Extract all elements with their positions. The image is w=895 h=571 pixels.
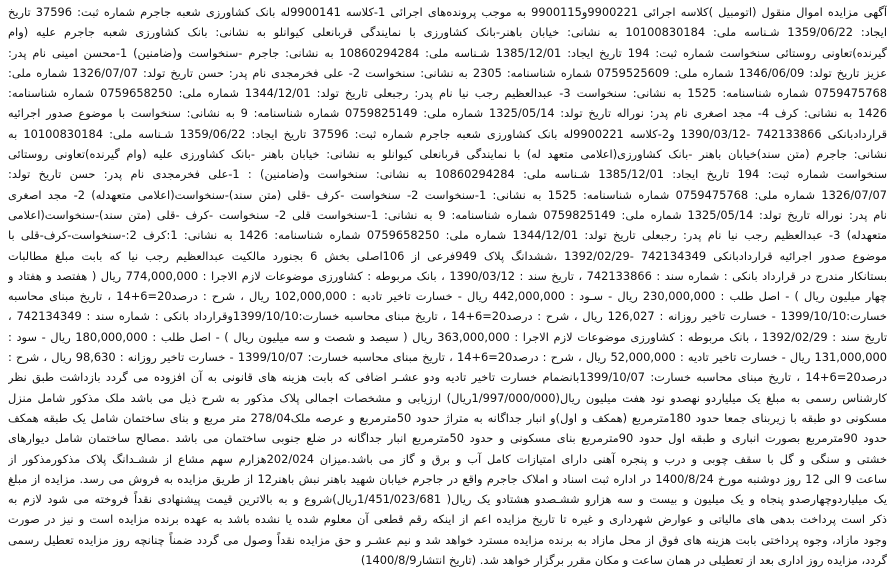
notice-line: آگهی مزایده اموال منقول (اتومبیل )کلاسه اجرائی 9900221و9900115 به موجب پرونده‌های اجرائی 1-کلاسه 9900141له بانک کشاورزی شعبه جاجرم شماره ثبت: 37596 تاریخ [8, 5, 887, 19]
notice-line: سنخواست شماره ثبت: 194 تاریخ ایجاد: 1385/12/01 شـناسه ملی: 10860294284 به نشانی: سنخواست و(ضامنین) : 1-علی فخرمجدی نام پدر: حسن تاریخ تولد: [8, 167, 887, 182]
notice-line: نشانی: جاجرم (متن سند)خیابان باهنر -بانک کشاورزی(اعلامی متعهد له) با نمایندگی قربانعلی کیوانلو به نشانی: خیابان باهنر -بانک کشاورزی علیه (وام گیرنده)تعاونی روستائی [8, 147, 887, 162]
notice-line: 131,000,000 ریال - خسارت تاخیر تادیه : 52,000,000 ریال ، شرح : درصد20=6+14 ، تاریخ مبنای محاسبه خسارت: 1399/10/07 - خسارت تاخیر روزانه : 98,630 ریال ، شرح : [8, 350, 887, 365]
notice-line: خسارت:1399/10/10 - خسارت تاخیر روزانه : 126,027 ریال ، شرح : درصد20=6+14 ، تاریخ مبنای محاسبه خسارت:1399/10/10وقرارداد بانکی : شماره سند : 742134349 ، [8, 309, 887, 324]
notice-line: حدود 90مترمربع بصورت انباری و طبقه اول حدود 90مترمربع بنای مسکونی و حدود 50مترمربع انبار جداگانه در ضلع جنوبی ساختمان می باشد .مصالح ساختمان شامل دیوارهای [8, 431, 887, 446]
notice-line: خشتی و سنگی و گل با سقف چوبی و درب و پنجره آهنی دارای امتیازات کامل آب و برق و گاز می باشد.میزان 202/024هزارم سهم مشاع از ششـدانگ پلاک مذکورمذکور از [8, 451, 887, 466]
notice-line: 1426 به نشانی: کرف 4- مجد اصغری نام پدر: نوراله تاریخ تولد: 1325/05/14 شماره ملی: 0759825149 شماره شناسنامه: 9 به نشانی: سنخواست با موضوع صدور اجرائیه [8, 106, 887, 121]
notice-line: مسکونی دو طبقه با زیربنای جمعا حدود 180مترمربع (همکف و اول)و انبار جداگانه به متراژ حدود 50مترمربع و عرصه ملک278/04 متر مربع و بنای ساختمان شامل یک طبقه همکف [8, 410, 887, 425]
notice-line-last: گردد، مزایده روز اداری بعد از تعطیلی در همان ساعت و مکان مقرر برگزار خواهد شد. (تاریخ انتشار1400/8/9) [360, 553, 887, 568]
notice-line: ایجاد: 1359/06/22 شـناسه ملی: 10100830184 به نشانی: خیابان باهنر-بانک کشاورزی با نمایندگی قربانعلی کیوانلو به نشانی: بانک کشاورزی شعبه جاجرم علیه (وام [8, 25, 887, 40]
notice-line: بستانکار مندرج در قرارداد بانکی : شماره سند : 742133866 ، تاریخ سند : 1390/03/12 ، بانک مربوطه : کشاورزی موضوعات لازم الاجرا : 774,000,000 ریال ( هفتصد و هفتاد و [8, 268, 887, 283]
notice-line: کارشناس رسمی به مبلغ یک میلیاردو نهصدو نود هفت میلیون ریال(1/997/000/000ریال) ارزیابی و مشخصات اجمالی پلاک مذکور به شرح ذیل می باشد ملک مذکور شامل منزل [8, 390, 887, 405]
notice-line: تاریخ سند : 1392/02/29 ، بانک مربوطه : کشاورزی موضوعات لازم الاجرا : 363,000,000 ریال ( سیصد و شصت و سه میلیون ریال ) - اصل طلب : 180,000,000 ریال - سود : [8, 329, 887, 344]
notice-line: چهار میلیون ریال ) - اصل طلب : 230,000,000 ریال - سـود : 442,000,000 ریال - خسارت تاخیر تادیه : 102,000,000 ریال ، شرح : درصد20=6+14 ، تاریخ مبنای محاسبه [8, 289, 887, 304]
notice-line: موضوع صدور اجرائیه قراردادبانکی 742134349 -1392/02/29 ،ششدانگ پلاک 949فرعی از 106اصلی بخش 6 بجنورد مالکیت عبدالعظیم رجب نیا که بابت مبلغ مطالبات [8, 248, 887, 263]
notice-line: 1326/07/07 شماره ملی: 0759475768 شماره شناسنامه: 1525 به نشانی: 1-سنخواست 2- سنخواست -کرف -قلی (متن سند)-سنخواست(اعلامی متعهدله) 2- مجد اصغری [8, 187, 887, 202]
notice-line: درصد20=6+14 ، تاریخ مبنای محاسبه خسارت: 1399/10/07بانضمام خسارت تاخیر تادیه ودو عشـر اضافی که بابت هزینه های قانونی به آن افزوده می گردد بازداشت طبق نظر [8, 370, 887, 385]
notice-line: متعهدله) 3- عبدالعظیم رجب نیا نام پدر: رجبعلی تاریخ تولد: 1344/12/01 شماره ملی: 0759658250 شماره شناسنامه: 1426 به نشانی: 1:کرف 2:-سنخواست-کرف-قلی با [8, 228, 887, 243]
notice-line: گیرنده)تعاونی روستائی سنخواست شماره ثبت: 194 تاریخ ایجاد: 1385/12/01 شـناسه ملی: 10860294284 به نشانی: جاجرم -سنخواست و(ضامنین) 1-محسن امینی نام پدر: [8, 45, 887, 60]
notice-line: 0759475768 شماره شناسنامه: 1525 به نشانی: سنخواست 3- عبدالعظیم رجب نیا نام پدر: رجبعلی تاریخ تولد: 1344/12/01 شماره ملی: 0759658250 شماره شناسنامه: [8, 86, 887, 101]
notice-line: یک میلیاردوچهارصدو پنجاه و یک میلیون و بیست و سه هزارو ششـصدو هشتادو یک ریال( 1/451/023/681ریال)شروع و به بالاترین قیمت پیشنهادی نقداً فروخته می شود لازم به [8, 492, 887, 507]
notice-line: ساعت 9 الی 12 روز دوشنبه مورخ 1400/8/24 در اداره ثبت اسناد و املاک جاجرم واقع در جاجرم خیابان شهید باهنر نبش باهنر12 از طریق مزایده به فروش می رسد. مزایده از مبلغ [8, 471, 887, 486]
notice-line: نام پدر: نوراله تاریخ تولد: 1325/05/14 شماره ملی: 0759825149 شماره شناسنامه: 9 به نشانی: 1-سنخواست قلی 2- سنخواست -کرف -قلی (متن سند)-سنخواست(اعلامی [8, 207, 887, 222]
notice-line: وجود مازاد، وجوه پرداختی بابت هزینه های فوق از محل مازاد به برنده مزایده مسترد خواهد شد و نیم عشـر و حق مزایده نقداً وصول می گردد ضمناً چنانچه روز مزایده تعطیل رسمی [8, 532, 887, 547]
notice-line: ذکر است پرداخت بدهی های مالیاتی و عوارض شهرداری و غیره تا تاریخ مزایده اعم از اینکه رقم قطعی آن معلوم شده یا نشده باشد به عهده برنده مزایده است و نیز در صورت [8, 512, 887, 527]
notice-line: قراردادبانکی 742133866 -1390/03/12 و2-کلاسه 9900221له بانک کشاورزی شعبه جاجرم شماره ثبت: 37596 تاریخ ایجاد: 1359/06/22 شـناسه ملی: 10100830184 به [8, 126, 887, 141]
notice-line: عزیز تاریخ تولد: 1346/06/09 شماره ملی: 0759525609 شماره شناسنامه: 2305 به نشانی: سنخواست 2- علی فخرمجدی نام پدر: حسن تاریخ تولد: 1326/07/07 شماره ملی: [8, 65, 887, 80]
